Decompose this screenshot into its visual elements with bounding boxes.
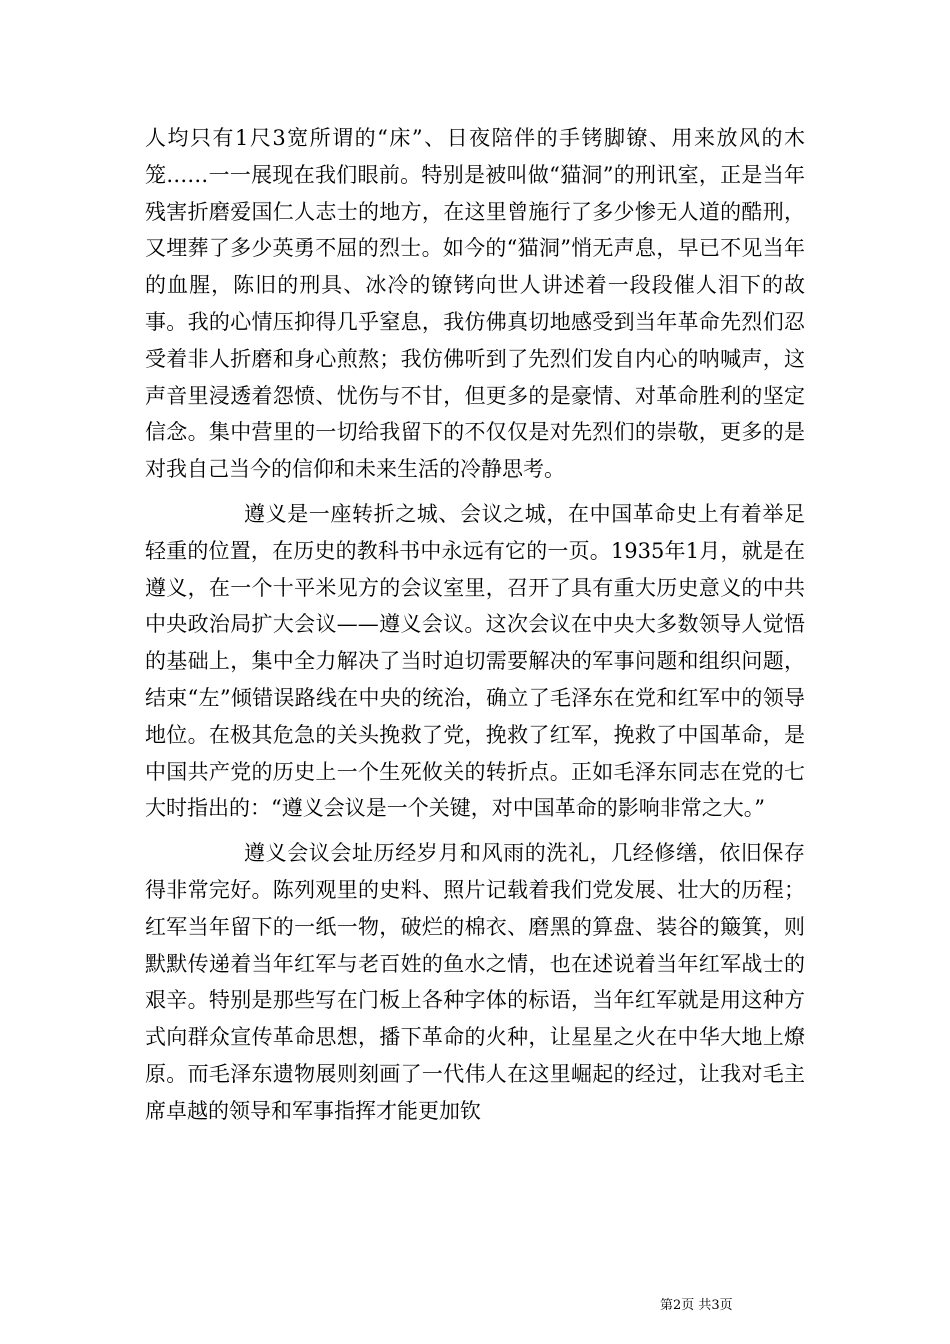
paragraph-zunyi-site: 遵义会议会址历经岁月和风雨的洗礼，几经修缮，依旧保存得非常完好。陈列观里的史料、照片记载着我们党发展、壮大的历程；红军当年留下的一纸一物，破烂的棉衣、磨黑的算盘、装谷的簸箕，则默默传递着当年红军与老百姓的鱼水之情，也在述说着当年红军战士的艰辛。特别是那些写在门板上各种字体的标语，当年红军就是用这种方式向群众宣传革命思想，播下革命的火种，让星星之火在中华大地上燎原。而毛泽东遗物展则刻画了一代伟人在这里崛起的经过，让我对毛主席卓越的领导和军事指挥才能更加钦: [145, 841, 805, 1123]
paragraph-continued: 人均只有1尺3宽所谓的“床”、日夜陪伴的手铐脚镣、用来放风的木笼……一一展现在我们眼前。特别是被叫做“猫洞”的刑讯室，正是当年残害折磨爱国仁人志士的地方，在这里曾施行了多少惨无人道的酷刑，又埋葬了多少英勇不屈的烈士。如今的“猫洞”悄无声息，早已不见当年的血腥，陈旧的刑具、冰冷的镣铐向世人讲述着一段段催人泪下的故事。我的心情压抑得几乎窒息，我仿佛真切地感受到当年革命先烈们忍受着非人折磨和身心煎熬；我仿佛听到了先烈们发自内心的呐喊声，这声音里浸透着怨愤、忧伤与不甘，但更多的是豪情、对革命胜利的坚定信念。集中营里的一切给我留下的不仅仅是对先烈们的崇敬，更多的是对我自己当今的信仰和未来生活的冷静思考。: [145, 126, 805, 482]
document-body: [145, 120, 805, 1130]
paragraph-zunyi-city: 遵义是一座转折之城、会议之城，在中国革命史上有着举足轻重的位置，在历史的教科书中永远有它的一页。1935年1月，就是在遵义，在一个十平米见方的会议室里，召开了具有重大历史意义的中共中央政治局扩大会议——遵义会议。这次会议在中央大多数领导人觉悟的基础上，集中全力解决了当时迫切需要解决的军事问题和组织问题，结束“左”倾错误路线在中央的统治，确立了毛泽东在党和红军中的领导地位。在极其危急的关头挽救了党，挽救了红军，挽救了中国革命，是中国共产党的历史上一个生死攸关的转折点。正如毛泽东同志在党的七大时指出的：“遵义会议是一个关键，对中国革命的影响非常之大。”: [145, 501, 805, 821]
page-number: 第2页 共3页: [660, 1298, 733, 1313]
